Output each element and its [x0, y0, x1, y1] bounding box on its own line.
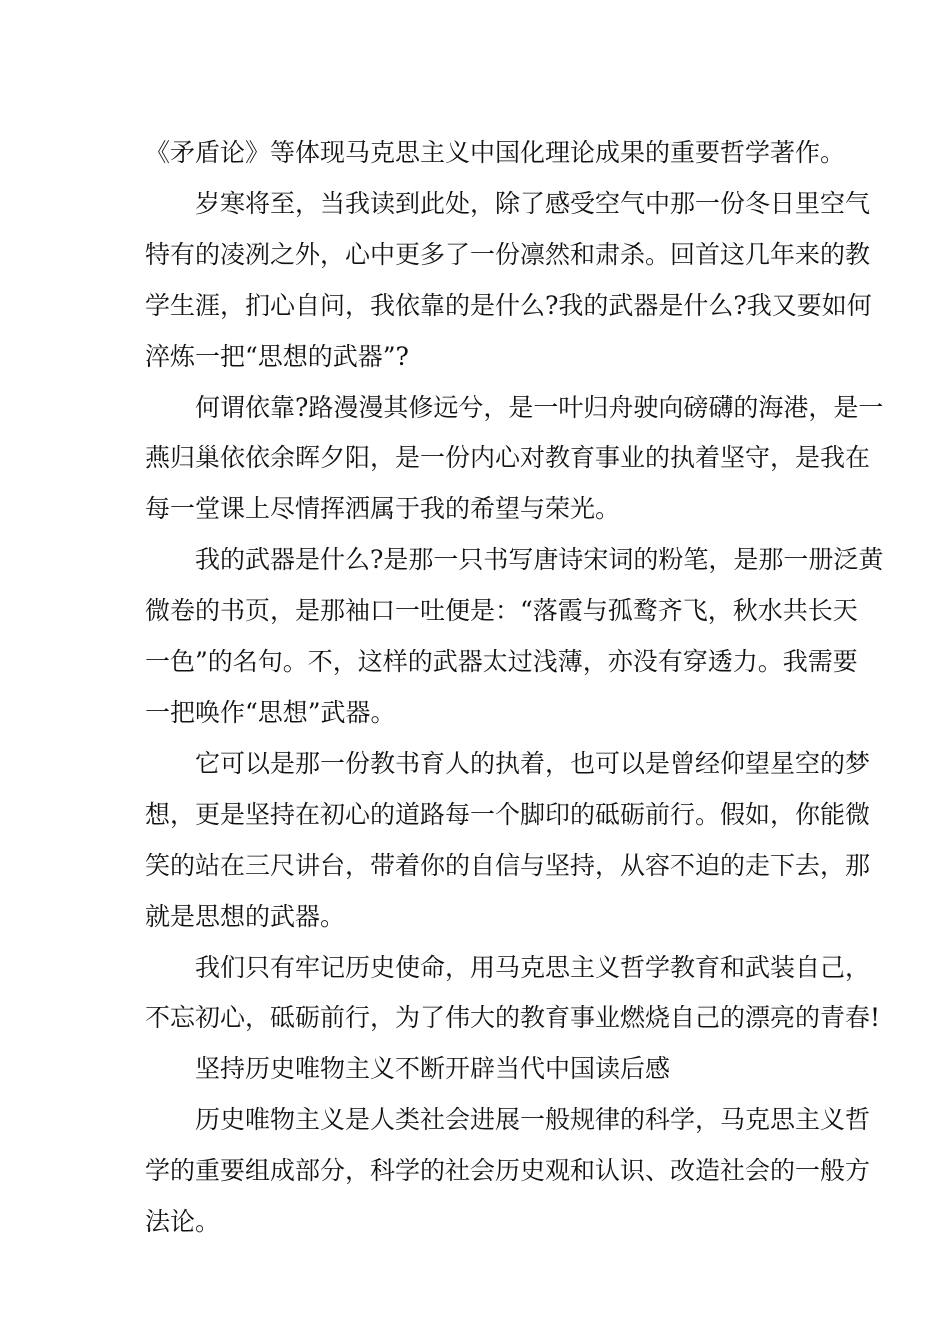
text-line: 淬炼一把“思想的武器”? [145, 341, 409, 371]
text-line: 学的重要组成部分，科学的社会历史观和认识、改造社会的一般方 [145, 1156, 871, 1186]
paragraph-1 [145, 128, 846, 179]
text-line: 历史唯物主义是人类社会进展一般规律的科学，马克思主义哲 [195, 1105, 871, 1135]
text-line: 何谓依靠?路漫漫其修远兮，是一叶归舟驶向磅礴的海港，是一 [195, 392, 884, 422]
text-line: 想，更是坚持在初心的道路每一个脚印的砥砺前行。假如，你能微 [145, 799, 871, 829]
section-heading [145, 1044, 807, 1095]
text-line: 一色”的名句。不，这样的武器太过浅薄，亦没有穿透力。我需要 [145, 647, 858, 677]
paragraph-2 [145, 179, 872, 383]
paragraph-5 [145, 739, 871, 943]
document-body [145, 128, 884, 1248]
text-line: 笑的站在三尺讲台，带着你的自信与坚持，从容不迫的走下去，那 [145, 850, 871, 880]
text-line: 我们只有牢记历史使命，用马克思主义哲学教育和武装自己， [195, 952, 871, 982]
text-line: 《矛盾论》等体现马克思主义中国化理论成果的重要哲学著作。 [145, 138, 846, 167]
text-line: 它可以是那一份教书育人的执着，也可以是曾经仰望星空的梦 [195, 748, 871, 778]
text-line: 就是思想的武器。 [145, 901, 346, 931]
paragraph-6 [145, 943, 881, 1045]
paragraph-4 [145, 535, 884, 739]
text-line: 微卷的书页，是那袖口一吐便是：“落霞与孤鹜齐飞，秋水共长天 [145, 596, 858, 626]
text-line: 我的武器是什么?是那一只书写唐诗宋词的粉笔，是那一册泛黄 [195, 545, 884, 575]
paragraph-7 [145, 1095, 871, 1248]
paragraph-3 [145, 383, 884, 536]
text-line: 一把唤作“思想”武器。 [145, 697, 396, 727]
text-line: 特有的凌冽之外，心中更多了一份凛然和肃杀。回首这几年来的教 [145, 239, 871, 269]
text-line: 学生涯，扪心自问，我依靠的是什么?我的武器是什么?我又要如何 [145, 290, 872, 320]
text-line: 不忘初心，砥砺前行，为了伟大的教育事业燃烧自己的漂亮的青春! [145, 1003, 881, 1033]
text-line: 坚持历史唯物主义不断开辟当代中国读后感 [195, 1054, 671, 1084]
text-line: 法论。 [145, 1207, 221, 1237]
text-line: 每一堂课上尽情挥洒属于我的希望与荣光。 [145, 494, 621, 524]
text-line: 岁寒将至，当我读到此处，除了感受空气中那一份冬日里空气 [195, 188, 871, 218]
text-line: 燕归巢依依余晖夕阳，是一份内心对教育事业的执着坚守，是我在 [145, 443, 871, 473]
